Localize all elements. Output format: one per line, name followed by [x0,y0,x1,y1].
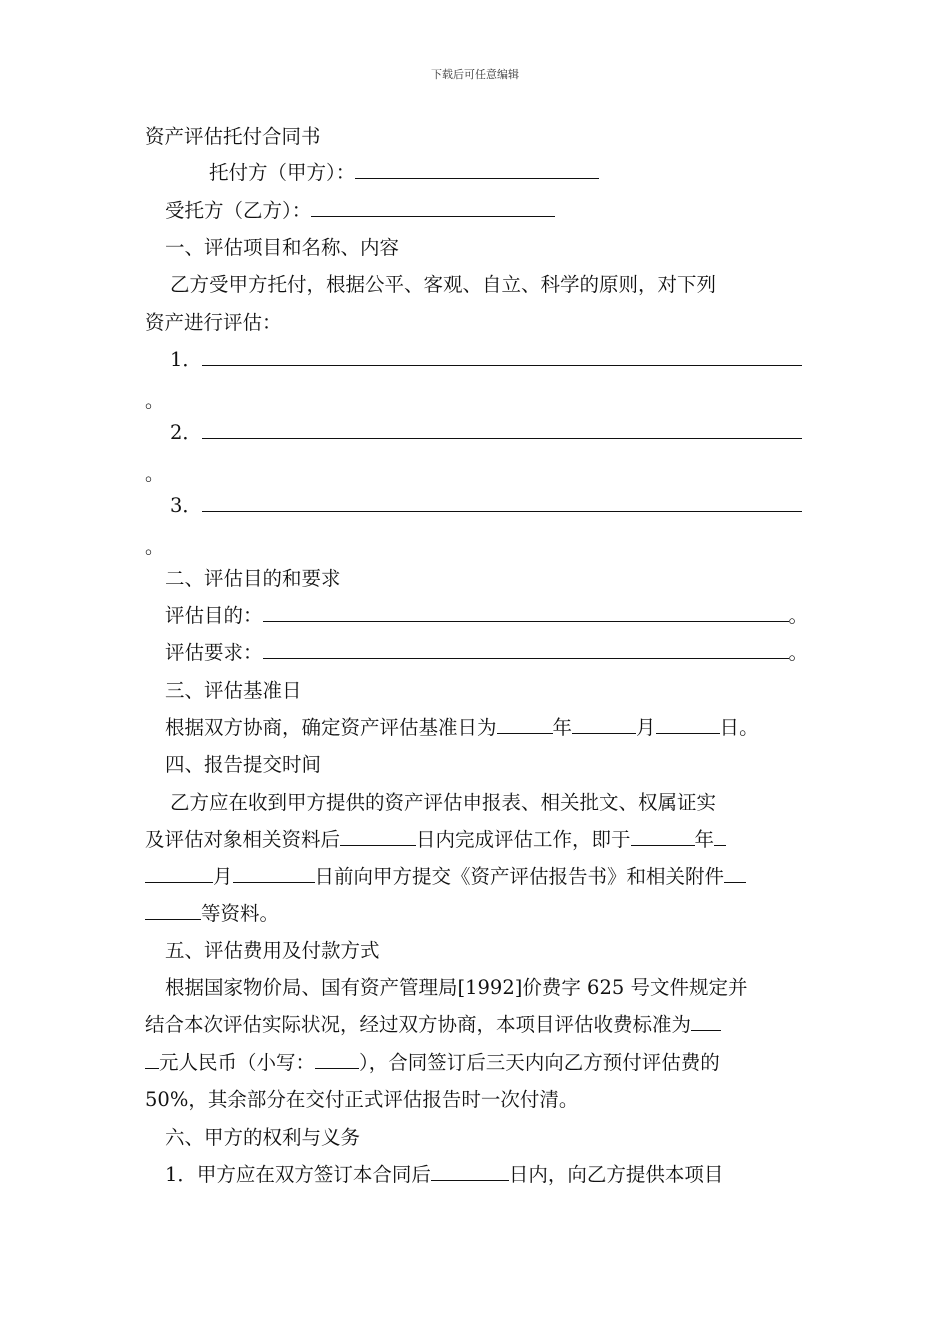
section-5-line-3 [145,1050,810,1076]
section-1-paragraph-line-1: 乙方受甲方托付，根据公平、客观、自立、科学的原则，对下列 [170,273,717,296]
base-date-line [165,715,830,741]
year-label: 年 [552,716,573,739]
party-a-label: 托付方（甲方）： [209,161,356,184]
party-a-line [145,160,810,186]
fee-blank-end [145,1050,159,1069]
item-number: 1． [170,348,202,371]
year-blank [497,715,553,734]
section-4-line-1: 乙方应在收到甲方提供的资产评估申报表、相关批文、权属证实 [170,791,717,814]
section-5-line-4: 50%，其余部分在交付正式评估报告时一次付清。 [145,1088,579,1111]
base-date-text: 根据双方协商，确定资产评估基准日为 [165,716,497,739]
text: 日内完成评估工作，即于 [416,828,631,851]
days-blank [340,827,416,846]
period: 。 [788,641,809,664]
requirement-blank [263,640,789,659]
purpose-blank [263,603,789,622]
section-2-title: 二、评估目的和要求 [165,567,341,590]
section-4-line-2 [145,827,810,853]
year-blank [631,827,695,846]
period: 。 [739,716,759,739]
text: 结合本次评估实际状况，经过双方协商，本项目评估收费标准为 [145,1013,692,1036]
days-blank [431,1162,509,1181]
section-3-title: 三、评估基准日 [165,679,302,702]
asset-item-1-blank [202,347,802,366]
party-b-label: 受托方（乙方）： [165,199,312,222]
page-header: 下载后可任意编辑 [431,68,519,81]
requirement-label: 评估要求： [165,641,263,664]
day-blank [233,864,315,883]
period: 。 [788,604,809,627]
text: 1．甲方应在双方签订本合同后 [165,1163,431,1186]
section-5-line-2 [145,1012,810,1038]
item-1-period: 。 [145,390,165,412]
section-1-paragraph-line-2: 资产进行评估： [145,311,282,334]
fee-lowercase-blank [315,1050,359,1069]
doc-title: 资产评估托付合同书 [145,125,321,148]
month-blank [572,715,636,734]
asset-item-1 [170,347,835,373]
section-4-line-3 [145,864,810,890]
attachments-blank-start [724,864,746,883]
asset-item-3-blank [202,493,802,512]
item-number: 3． [170,494,202,517]
section-6-line-1 [165,1162,830,1188]
section-5-title: 五、评估费用及付款方式 [165,939,380,962]
text: 及评估对象相关资料后 [145,828,341,851]
day-blank [656,715,720,734]
text: 日前向甲方提交《资产评估报告书》和相关附件 [314,865,725,888]
section-4-line-4 [145,901,810,927]
month-blank-end [145,864,213,883]
purpose-line [165,603,830,629]
asset-item-2-blank [202,420,802,439]
party-b-blank [311,198,555,217]
fee-blank-start [691,1012,721,1031]
asset-item-3 [170,493,835,519]
asset-item-2 [170,420,835,446]
item-2-period: 。 [145,463,165,485]
month-blank-start [714,827,726,846]
year-label: 年 [694,828,715,851]
text: 日内，向乙方提供本项目 [508,1163,724,1186]
requirement-line [165,640,830,666]
month-label: 月 [213,865,233,888]
text: 等资料。 [201,902,280,925]
purpose-label: 评估目的： [165,604,263,627]
day-label: 日 [719,716,740,739]
section-4-title: 四、报告提交时间 [165,753,322,776]
party-a-blank [355,160,599,179]
item-3-period: 。 [145,536,165,558]
text: ），合同签订后三天内向乙方预付评估费的 [359,1051,720,1074]
month-label: 月 [636,716,656,739]
party-b-line [145,198,810,224]
attachments-blank-end [145,901,201,920]
section-1-title: 一、评估项目和名称、内容 [165,236,400,259]
section-6-title: 六、甲方的权利与义务 [165,1126,361,1149]
text: 元人民币（小写： [159,1051,316,1074]
item-number: 2． [170,421,202,444]
section-5-line-1: 根据国家物价局、国有资产管理局[1992]价费字 625 号文件规定并 [165,976,748,999]
